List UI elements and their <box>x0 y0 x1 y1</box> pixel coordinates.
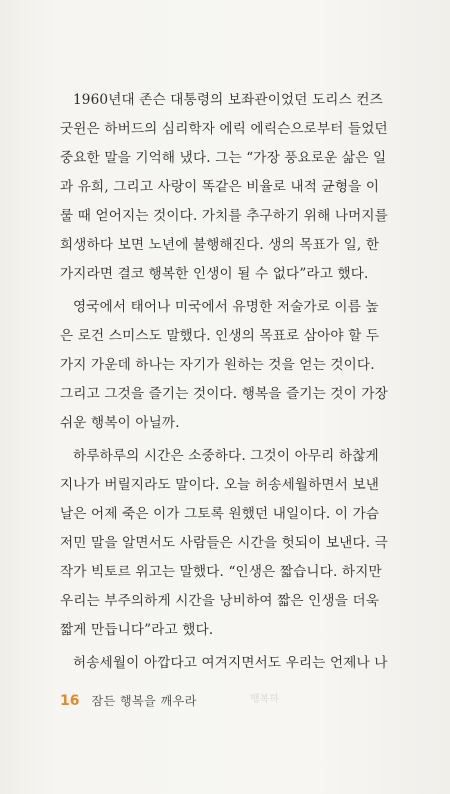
text-line: 그리고 그것을 즐기는 것이다. 행복을 즐기는 것이 가장 <box>60 386 388 402</box>
bleed-through-text: 행복하 <box>250 694 279 705</box>
text-line: 허송세월이 아깝다고 여겨지면서도 우리는 언제나 나 <box>73 655 388 671</box>
text-line: 영국에서 태어나 미국에서 유명한 저술가로 이름 높 <box>73 299 379 315</box>
paragraph-3 <box>60 442 432 645</box>
paragraph-4 <box>60 649 432 678</box>
text-line: 과 유희, 그리고 사랑이 똑같은 비율로 내적 균형을 이 <box>60 179 380 195</box>
text-line: 룰 때 얻어지는 것이다. 가치를 추구하기 위해 나머지를 <box>60 208 388 224</box>
text-line: 작가 빅토르 위고는 말했다. “인생은 짧습니다. 하지만 <box>60 564 382 580</box>
text-line: 날은 어제 죽은 이가 그토록 원했던 내일이다. 이 가슴 <box>60 506 380 522</box>
page-footer <box>60 692 197 709</box>
text-line: 쉬운 행복이 아닐까. <box>60 415 180 431</box>
text-line: 하루하루의 시간은 소중하다. 그것이 아무리 하찮게 <box>73 448 379 464</box>
body-text <box>60 86 432 682</box>
text-line: 가지라면 결코 행복한 인생이 될 수 없다”라고 했다. <box>60 266 369 282</box>
paragraph-1 <box>60 86 432 289</box>
text-line: 중요한 말을 기억해 냈다. 그는 “가장 풍요로운 삶은 일 <box>60 150 387 166</box>
text-line: 은 로건 스미스도 말했다. 인생의 목표로 삼아야 할 두 <box>60 328 380 344</box>
paragraph-2 <box>60 293 432 438</box>
text-line: 가지 가운데 하나는 자기가 원하는 것을 얻는 것이다. <box>60 357 375 373</box>
running-title: 잠든 행복을 깨우라 <box>91 694 197 708</box>
text-line: 지나가 버릴지라도 말이다. 오늘 허송세월하면서 보낸 <box>60 477 380 493</box>
text-line: 우리는 부주의하게 시간을 낭비하여 짧은 인생을 더욱 <box>60 593 380 609</box>
page-number: 16 <box>60 693 80 709</box>
text-line: 굿윈은 하버드의 심리학자 에릭 에릭슨으로부터 들었던 <box>60 121 388 137</box>
text-line: 희생하다 보면 노년에 불행해진다. 생의 목표가 일, 한 <box>60 237 380 253</box>
text-line: 짧게 만듭니다”라고 했다. <box>60 622 214 638</box>
text-line: 저민 말을 알면서도 사람들은 시간을 헛되이 보낸다. 극 <box>60 535 388 551</box>
text-line: 1960년대 존슨 대통령의 보좌관이었던 도리스 컨즈 <box>73 92 383 108</box>
